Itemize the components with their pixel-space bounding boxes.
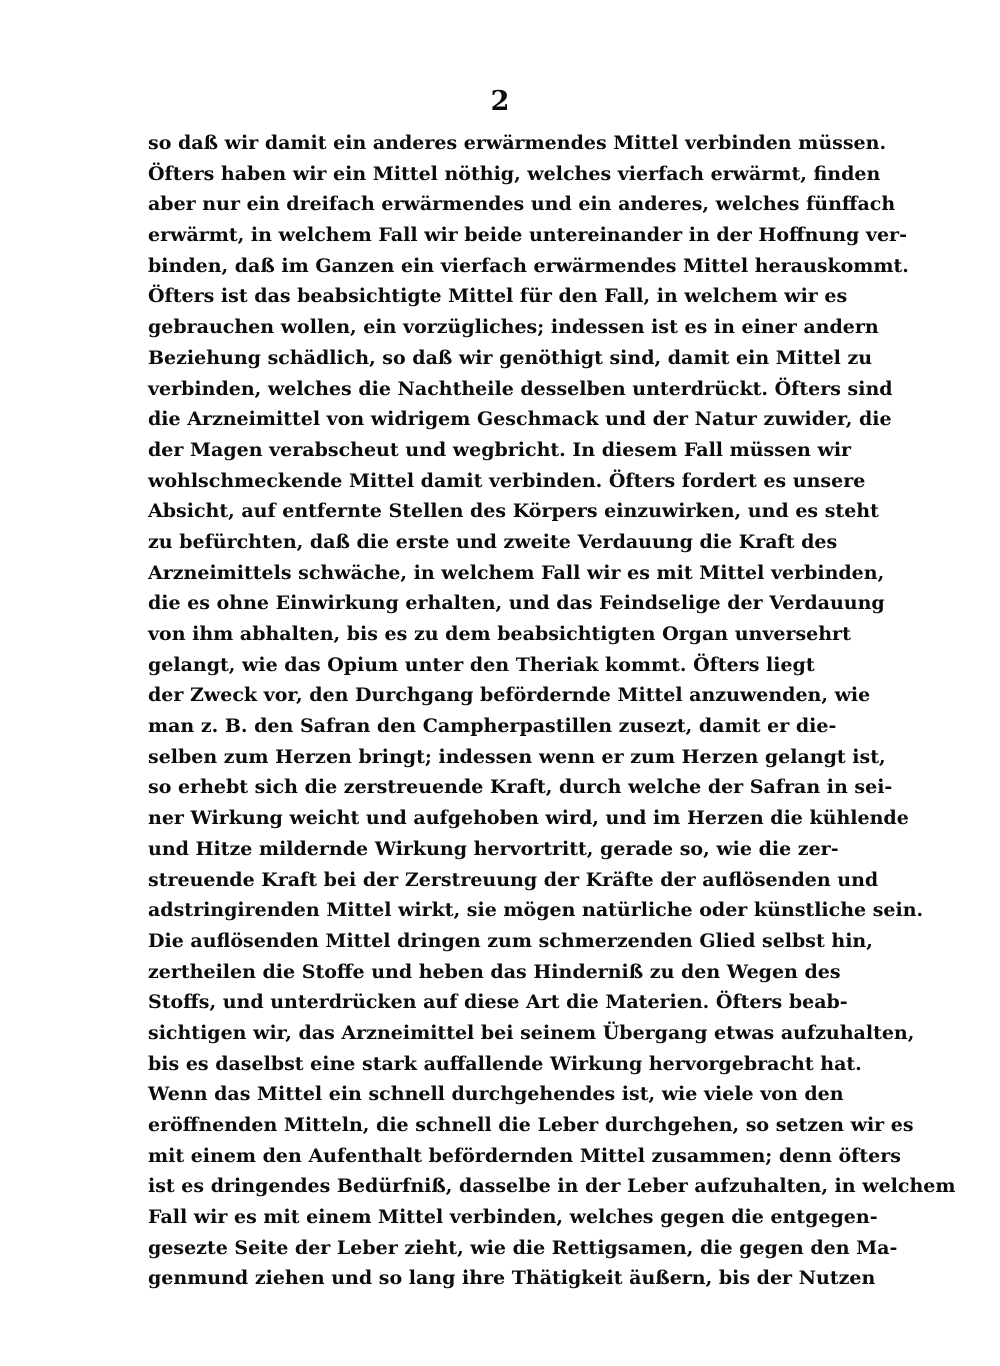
text-line: genmund ziehen und so lang ihre Thätigkeit äußern, bis der Nutzen <box>148 1267 876 1290</box>
text-line: der Magen verabscheut und wegbricht. In diesem Fall müssen wir <box>148 438 852 461</box>
text-line: selben zum Herzen bringt; indessen wenn er zum Herzen gelangt ist, <box>148 745 886 768</box>
text-line: binden, daß im Ganzen ein vierfach erwärmendes Mittel herauskommt. <box>148 254 909 277</box>
text-line: Die auflösenden Mittel dringen zum schmerzenden Glied selbst hin, <box>148 929 873 952</box>
text-line: gesezte Seite der Leber zieht, wie die Rettigsamen, die gegen den Ma- <box>148 1236 898 1259</box>
text-line: man z. B. den Safran den Campherpastillen zusezt, damit er die- <box>148 715 837 738</box>
text-line: Öfters ist das beabsichtigte Mittel für den Fall, in welchem wir es <box>148 285 848 308</box>
text-line: Öfters haben wir ein Mittel nöthig, welches vierfach erwärmt, finden <box>148 162 881 185</box>
text-line: Wenn das Mittel ein schnell durchgehendes ist, wie viele von den <box>148 1083 844 1106</box>
text-line: ist es dringendes Bedürfniß, dasselbe in der Leber aufzuhalten, in welchem <box>148 1175 956 1198</box>
text-line: und Hitze mildernde Wirkung hervortritt, gerade so, wie die zer- <box>148 837 839 860</box>
text-line: eröffnenden Mitteln, die schnell die Leber durchgehen, so setzen wir es <box>148 1114 914 1136</box>
text-line: verbinden, welches die Nachtheile desselben unterdrückt. Öfters sind <box>148 377 893 400</box>
page-number: 2 <box>490 86 510 117</box>
text-line: Fall wir es mit einem Mittel verbinden, welches gegen die entgegen- <box>148 1206 878 1229</box>
text-line: Stoffs, und unterdrücken auf diese Art die Materien. Öfters beab- <box>148 991 848 1014</box>
text-line: die es ohne Einwirkung erhalten, und das Feindselige der Verdauung <box>148 592 885 615</box>
text-line: gebrauchen wollen, ein vorzügliches; indessen ist es in einer andern <box>148 316 879 339</box>
body-text <box>148 128 956 1294</box>
text-line: so daß wir damit ein anderes erwärmendes Mittel verbinden müssen. <box>148 132 887 154</box>
text-line: zertheilen die Stoffe und heben das Hinderniß zu den Wegen des <box>148 960 841 983</box>
text-line: adstringirenden Mittel wirkt, sie mögen natürliche oder künstliche sein. <box>148 899 924 922</box>
text-line: ner Wirkung weicht und aufgehoben wird, und im Herzen die kühlende <box>148 807 909 830</box>
text-line: die Arzneimittel von widrigem Geschmack und der Natur zuwider, die <box>148 408 892 431</box>
text-line: so erhebt sich die zerstreuende Kraft, durch welche der Safran in sei- <box>148 776 893 799</box>
text-line: der Zweck vor, den Durchgang befördernde Mittel anzuwenden, wie <box>148 684 871 707</box>
text-line: streuende Kraft bei der Zerstreuung der Kräfte der auflösenden und <box>148 868 879 891</box>
text-line: bis es daselbst eine stark auffallende Wirkung hervorgebracht hat. <box>148 1052 862 1075</box>
text-line: Absicht, auf entfernte Stellen des Körpers einzuwirken, und es steht <box>148 500 879 523</box>
text-line: sichtigen wir, das Arzneimittel bei seinem Übergang etwas aufzuhalten, <box>148 1021 915 1044</box>
text-line: Beziehung schädlich, so daß wir genöthigt sind, damit ein Mittel zu <box>148 346 873 369</box>
text-line: von ihm abhalten, bis es zu dem beabsichtigten Organ unversehrt <box>148 623 851 645</box>
text-line: erwärmt, in welchem Fall wir beide untereinander in der Hoffnung ver- <box>148 224 907 247</box>
text-line: Arzneimittels schwäche, in welchem Fall wir es mit Mittel verbinden, <box>148 561 885 584</box>
text-line: gelangt, wie das Opium unter den Theriak kommt. Öfters liegt <box>148 653 815 676</box>
text-line: zu befürchten, daß die erste und zweite Verdauung die Kraft des <box>148 530 838 553</box>
text-line: mit einem den Aufenthalt befördernden Mittel zusammen; denn öfters <box>148 1144 901 1167</box>
text-line: aber nur ein dreifach erwärmendes und ein anderes, welches fünffach <box>148 193 896 216</box>
text-line: wohlschmeckende Mittel damit verbinden. Öfters fordert es unsere <box>148 469 866 492</box>
